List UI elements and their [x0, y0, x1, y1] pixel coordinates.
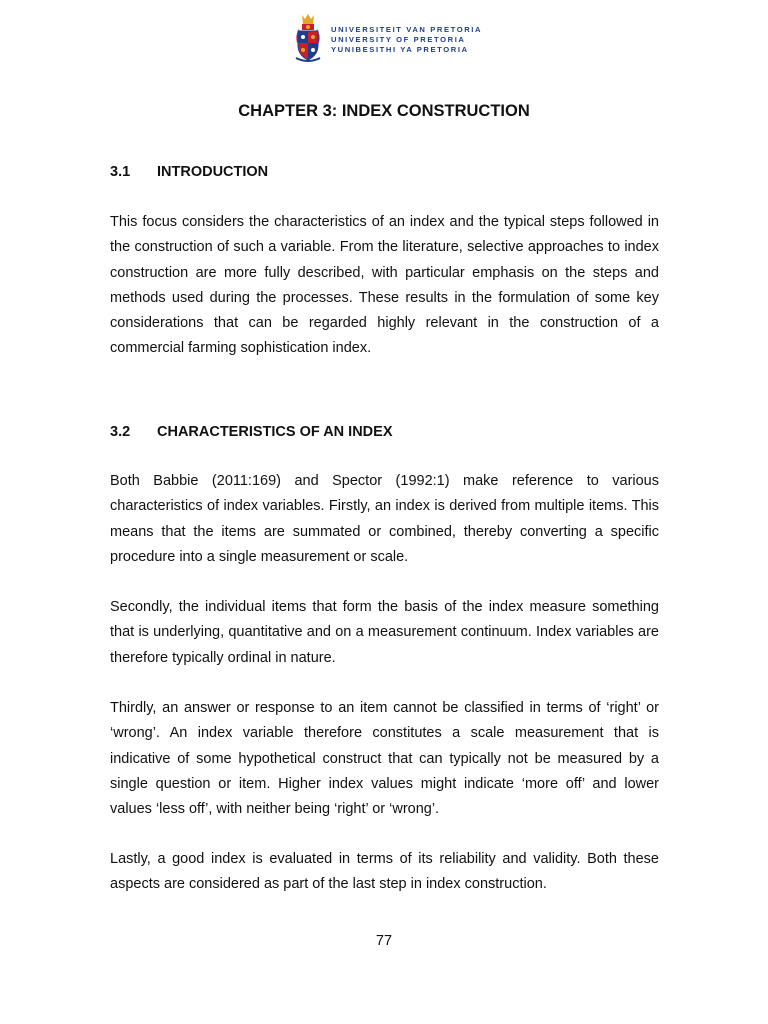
section-title: CHARACTERISTICS OF AN INDEX	[157, 424, 393, 440]
university-header	[293, 12, 482, 64]
paragraph-characteristics-3: Thirdly, an answer or response to an item cannot be classified in terms of ‘right’ or ‘wrong’. An index variable therefore constitutes a scale measurement that is indicative of some hypothetical construct that can typically not be measured by a single question or item. Higher index values might indicate ‘more off’ and lower values ‘less off’, with neither being ‘right’ or ‘wrong’.	[110, 700, 659, 818]
section-number: 3.2	[110, 424, 131, 440]
university-name-english: UNIVERSITY OF PRETORIA	[331, 35, 466, 44]
section-title: INTRODUCTION	[157, 164, 269, 180]
section-heading-introduction	[110, 164, 268, 180]
page-number: 77	[375, 933, 393, 949]
university-crest-icon	[293, 13, 323, 63]
section-heading-characteristics	[110, 424, 393, 440]
university-names	[331, 25, 482, 55]
paragraph-introduction: This focus considers the characteristics of an index and the typical steps followed in the construction of such a variable. From the literature, selective approaches to index construction are more fully described, with particular emphasis on the steps and methods used during the processes. These results in the formulation of some key considerations that can be regarded highly relevant in the construction of a commercial farming sophistication index.	[110, 214, 659, 357]
paragraph-characteristics-1: Both Babbie (2011:169) and Spector (1992:1) make reference to various characteristics of index variables. Firstly, an index is derived from multiple items. This means that the items are summated or combined, thereby converting a specific procedure into a single measurement or scale.	[110, 473, 659, 565]
paragraph-characteristics-4: Lastly, a good index is evaluated in terms of its reliability and validity. Both these aspects are considered as part of the last step in index construction.	[110, 851, 659, 893]
chapter-title: CHAPTER 3: INDEX CONSTRUCTION	[238, 102, 530, 120]
university-name-sepedi: YUNIBESITHI YA PRETORIA	[331, 45, 469, 54]
university-name-afrikaans: UNIVERSITEIT VAN PRETORIA	[331, 25, 483, 34]
paragraph-characteristics-2: Secondly, the individual items that form the basis of the index measure something that is underlying, quantitative and on a measurement continuum. Index variables are therefore typically ordinal in nature.	[110, 599, 659, 666]
section-number: 3.1	[110, 164, 131, 180]
